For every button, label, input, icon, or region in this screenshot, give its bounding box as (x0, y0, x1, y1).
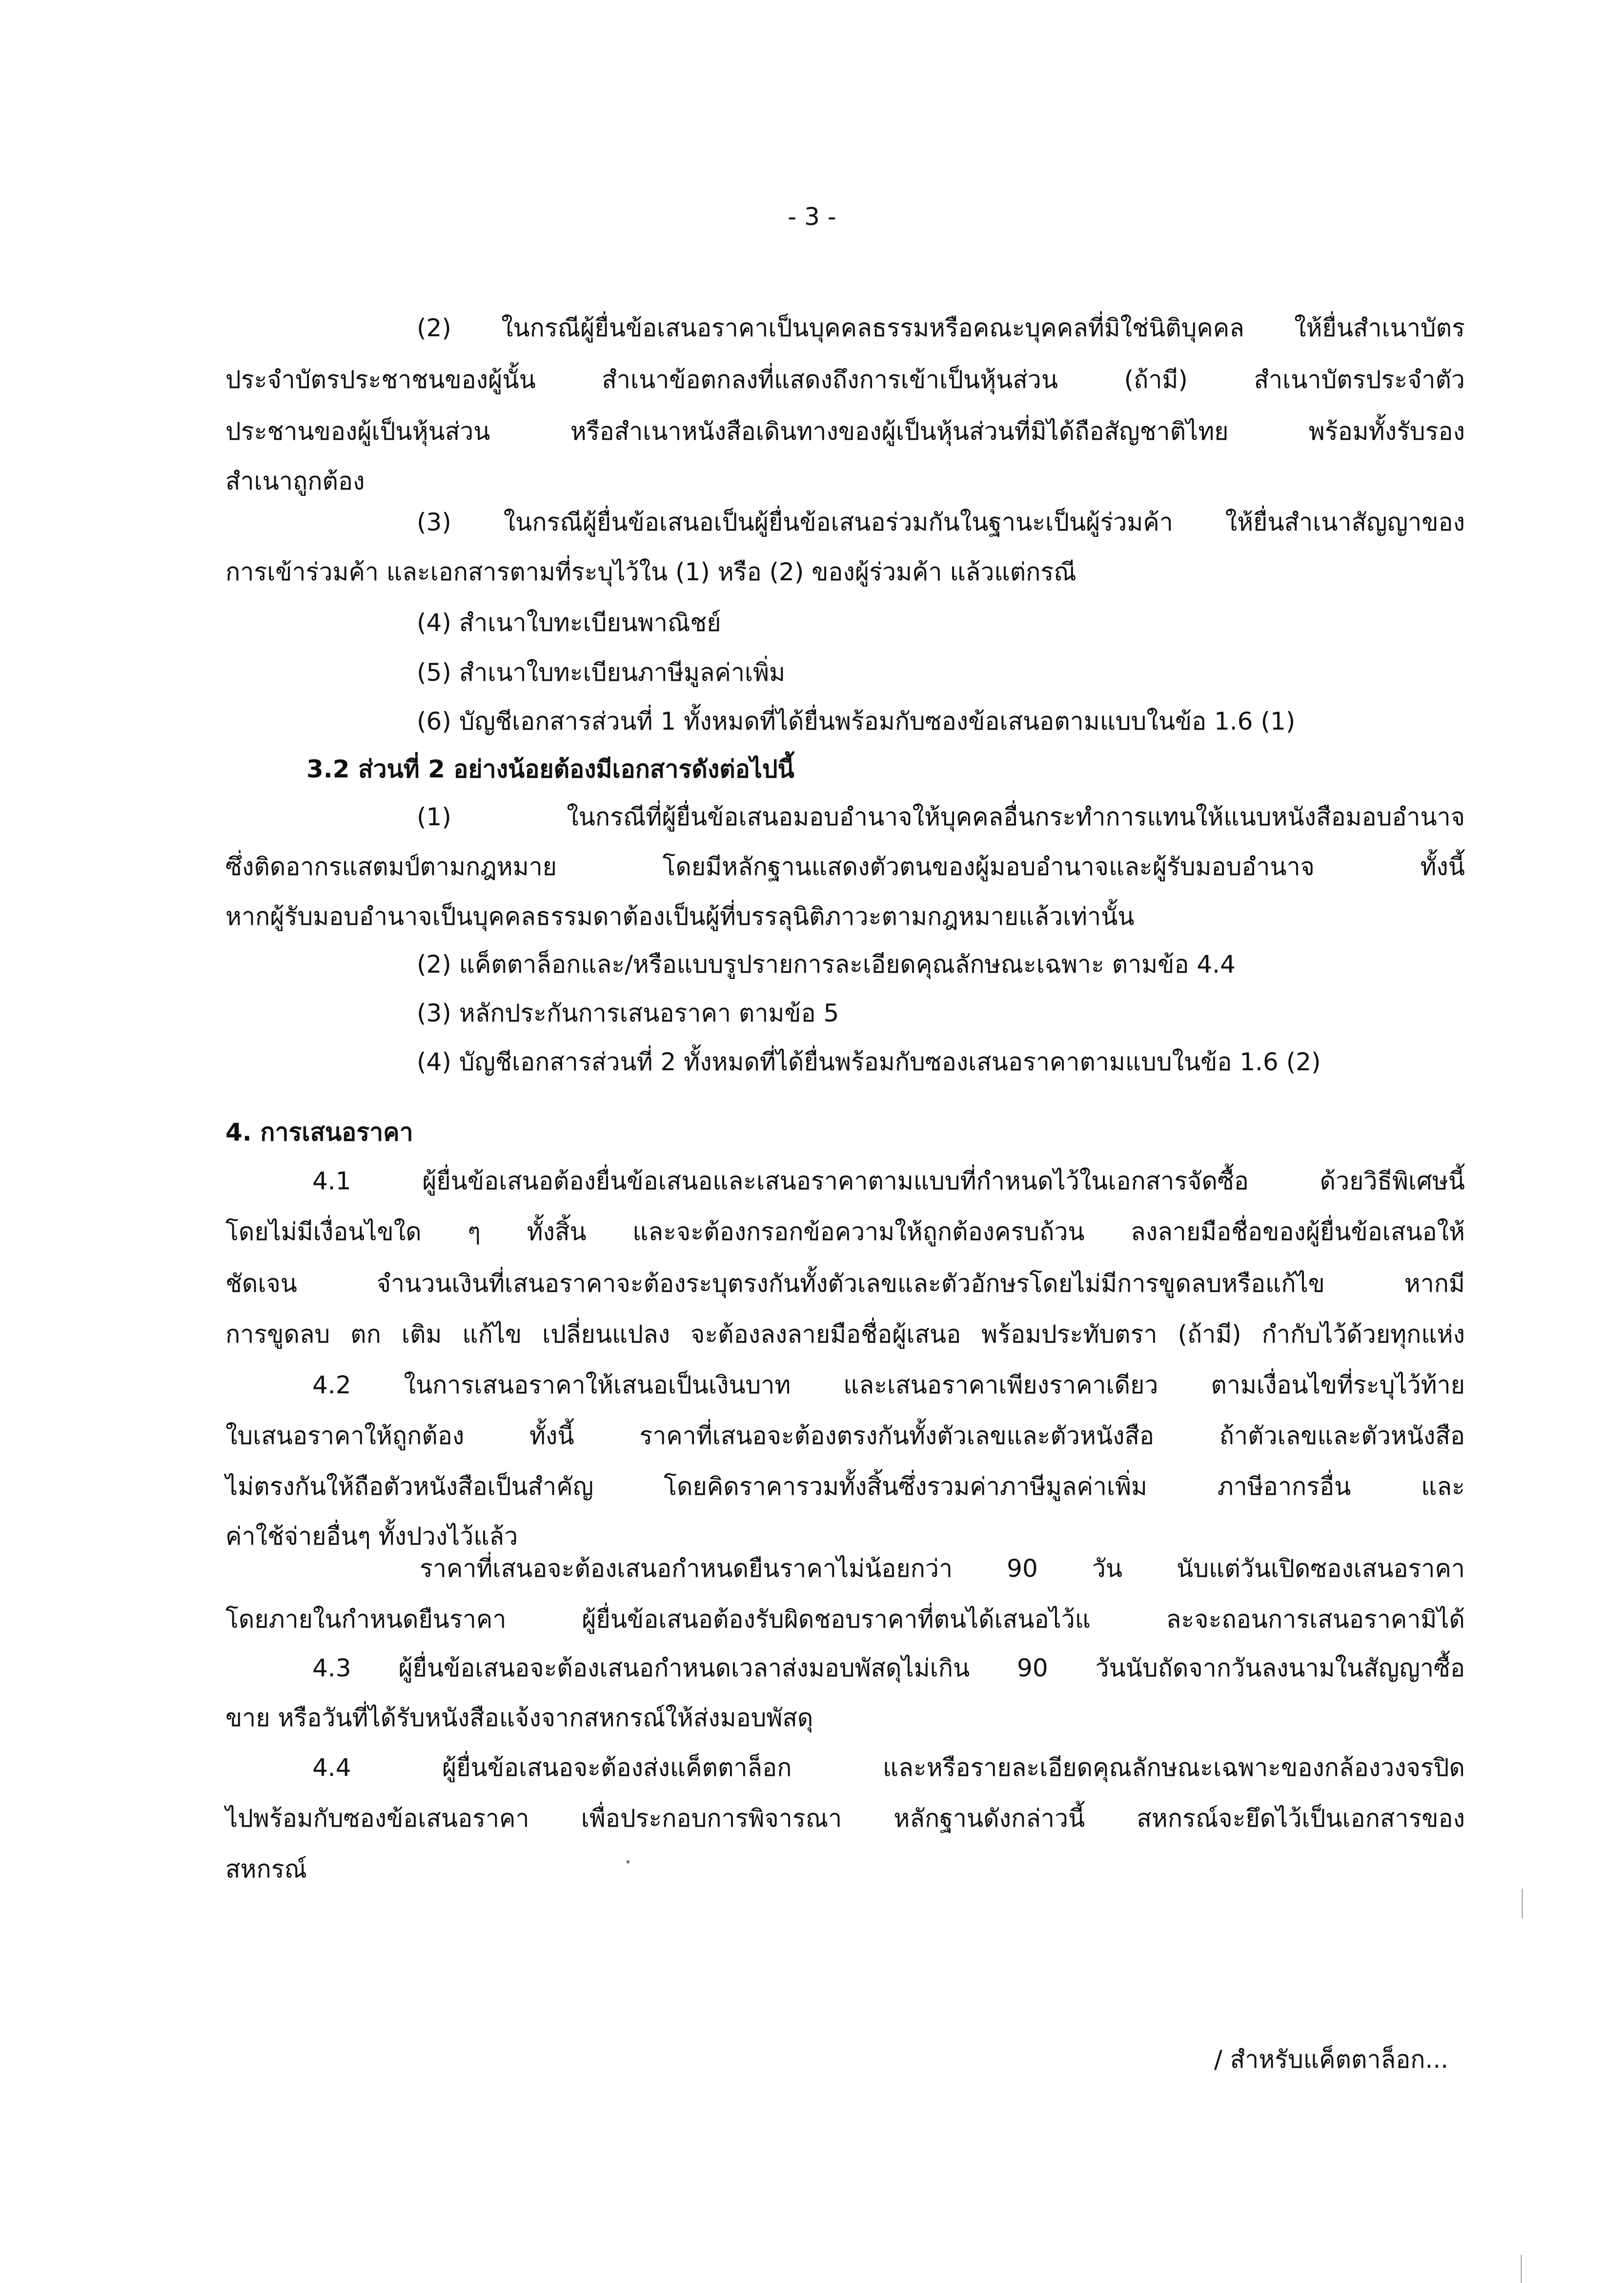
scan-mark-right (1522, 1889, 1523, 1918)
para-4-4-line-1: 4.4 ผู้ยื่นข้อเสนอจะต้องส่งแค็ตตาล็อก และหรือรายละเอียดคุณลักษณะเฉพาะของกล้องวงจรปิด (312, 1753, 1465, 1782)
para-3-2-1-line-1: (1) ในกรณีที่ผู้ยื่นข้อเสนอมอบอำนาจให้บุคคลอื่นกระทำการแทนให้แนบหนังสือมอบอำนาจ (417, 803, 1465, 831)
para-3-1-2-line-1: (2) ในกรณีผู้ยื่นข้อเสนอราคาเป็นบุคคลธรรมหรือคณะบุคคลที่มิใช่นิติบุคคล ให้ยื่นสำเนาบัตร (417, 314, 1465, 342)
para-4-1-line-4: การขูดลบ ตก เติม แก้ไข เปลี่ยนแปลง จะต้องลงลายมือชื่อผู้เสนอ พร้อมประทับตรา (ถ้ามี) กำกับไว้ด้วยทุกแห่ง (225, 1320, 1465, 1348)
section-3-2-heading: 3.2 ส่วนที่ 2 อย่างน้อยต้องมีเอกสารดังต่อไปนี้ (306, 755, 794, 783)
para-4-4-line-2: ไปพร้อมกับซองข้อเสนอราคา เพื่อประกอบการพิจารณา หลักฐานดังกล่าวนี้ สหกรณ์จะยึดไว้เป็นเอกสารของ (225, 1804, 1465, 1833)
para-4-1-line-2: โดยไม่มีเงื่อนไขใด ๆ ทั้งสิ้น และจะต้องกรอกข้อความให้ถูกต้องครบถ้วน ลงลายมือชื่อของผู้ยื่นข้อเสนอให้ (225, 1218, 1465, 1246)
para-3-1-3-line-2: การเข้าร่วมค้า และเอกสารตามที่ระบุไว้ใน (1) หรือ (2) ของผู้ร่วมค้า แล้วแต่กรณี (225, 558, 1076, 586)
list-item-3-1-6: (6) บัญชีเอกสารส่วนที่ 1 ทั้งหมดที่ได้ยื่นพร้อมกับซองข้อเสนอตามแบบในข้อ 1.6 (1) (417, 707, 1296, 735)
para-3-1-2-line-2: ประจำบัตรประชาชนของผู้นั้น สำเนาข้อตกลงที่แสดงถึงการเข้าเป็นหุ้นส่วน (ถ้ามี) สำเนาบัตรประจำตัว (225, 366, 1465, 394)
para-4-2b-line-1: ราคาที่เสนอจะต้องเสนอกำหนดยืนราคาไม่น้อยกว่า 90 วัน นับแต่วันเปิดซองเสนอราคา (420, 1554, 1465, 1583)
para-4-4-line-3: สหกรณ์ (225, 1855, 307, 1883)
section-4-heading: 4. การเสนอราคา (225, 1118, 413, 1146)
list-item-3-1-5: (5) สำเนาใบทะเบียนภาษีมูลค่าเพิ่ม (417, 658, 786, 687)
scan-mark-bottom-right (1521, 2255, 1522, 2283)
para-4-1-line-3: ชัดเจน จำนวนเงินที่เสนอราคาจะต้องระบุตรงกันทั้งตัวเลขและตัวอักษรโดยไม่มีการขูดลบหรือแก้ไข หากมี (225, 1269, 1465, 1298)
list-item-3-2-4: (4) บัญชีเอกสารส่วนที่ 2 ทั้งหมดที่ได้ยื่นพร้อมกับซองเสนอราคาตามแบบในข้อ 1.6 (2) (417, 1048, 1321, 1076)
para-3-2-1-line-3: หากผู้รับมอบอำนาจเป็นบุคคลธรรมดาต้องเป็นผู้ที่บรรลุนิติภาวะตามกฎหมายแล้วเท่านั้น (225, 902, 1135, 931)
para-3-1-2-line-3: ประชานของผู้เป็นหุ้นส่วน หรือสำเนาหนังสือเดินทางของผู้เป็นหุ้นส่วนที่มิได้ถือสัญชาติไทย พร้อมทั้งรับรอง (225, 417, 1465, 446)
para-4-2b-line-2: โดยภายในกำหนดยืนราคา ผู้ยื่นข้อเสนอต้องรับผิดชอบราคาที่ตนได้เสนอไว้แ ละจะถอนการเสนอราคามิได้ (225, 1605, 1465, 1633)
para-4-2-line-3: ไม่ตรงกันให้ถือตัวหนังสือเป็นสำคัญ โดยคิดราคารวมทั้งสิ้นซึ่งรวมค่าภาษีมูลค่าเพิ่ม ภาษีอากรอื่น และ (225, 1472, 1465, 1501)
para-4-2-line-1: 4.2 ในการเสนอราคาให้เสนอเป็นเงินบาท และเสนอราคาเพียงราคาเดียว ตามเงื่อนไขที่ระบุไว้ท้าย (312, 1371, 1465, 1399)
list-item-3-1-4: (4) สำเนาใบทะเบียนพาณิชย์ (417, 609, 721, 637)
para-4-1-line-1: 4.1 ผู้ยื่นข้อเสนอต้องยื่นข้อเสนอและเสนอราคาตามแบบที่กำหนดไว้ในเอกสารจัดซื้อ ด้วยวิธีพิเศษนี้ (312, 1167, 1465, 1195)
list-item-3-2-2: (2) แค็ตตาล็อกและ/หรือแบบรูปรายการละเอียดคุณลักษณะเฉพาะ ตามข้อ 4.4 (417, 950, 1236, 978)
para-3-1-2-line-4: สำเนาถูกต้อง (225, 467, 365, 495)
para-4-3-line-2: ขาย หรือวันที่ได้รับหนังสือแจ้งจากสหกรณ์ให้ส่งมอบพัสดุ (225, 1704, 813, 1732)
continuation-note: / สำหรับแค็ตตาล็อก... (1214, 2045, 1449, 2074)
list-item-3-2-3: (3) หลักประกันการเสนอราคา ตามข้อ 5 (417, 999, 839, 1027)
page-number: - 3 - (788, 203, 836, 231)
para-3-1-3-line-1: (3) ในกรณีผู้ยื่นข้อเสนอเป็นผู้ยื่นข้อเสนอร่วมกันในฐานะเป็นผู้ร่วมค้า ให้ยื่นสำเนาสัญญาของ (417, 508, 1465, 536)
para-4-2-line-2: ใบเสนอราคาให้ถูกต้อง ทั้งนี้ ราคาที่เสนอจะต้องตรงกันทั้งตัวเลขและตัวหนังสือ ถ้าตัวเลขและตัวหนังสือ (225, 1422, 1465, 1450)
para-4-3-line-1: 4.3 ผู้ยื่นข้อเสนอจะต้องเสนอกำหนดเวลาส่งมอบพัสดุไม่เกิน 90 วันนับถัดจากวันลงนามในสัญญาซื้อ (312, 1654, 1465, 1682)
para-3-2-1-line-2: ซึ่งติดอากรแสตมป์ตามกฎหมาย โดยมีหลักฐานแสดงตัวตนของผู้มอบอำนาจและผู้รับมอบอำนาจ ทั้งนี้ (225, 853, 1465, 881)
para-4-2-line-4: ค่าใช้จ่ายอื่นๆ ทั้งปวงไว้แล้ว (225, 1522, 518, 1550)
scan-speck (627, 1860, 629, 1863)
